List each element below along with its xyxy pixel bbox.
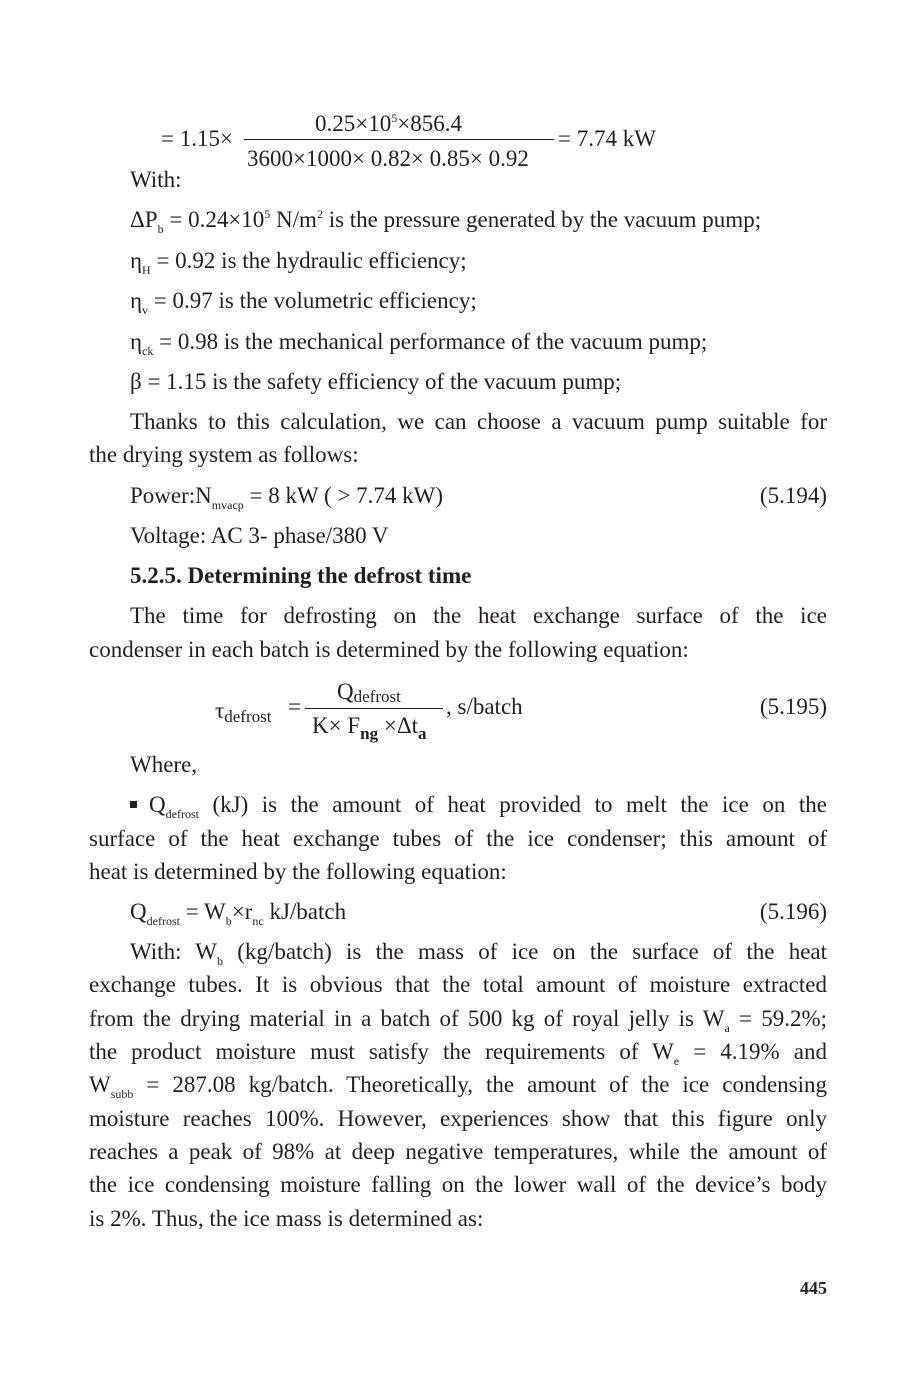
bullet-item: $Q_{defrost}$ (kJ) is the amount of heat provided to melt the ice on the [89, 791, 827, 822]
equation-denominator: 3600×1000× 0.82× 0.85× 0.92 [247, 146, 529, 171]
paragraph-line: the product moisture must satisfy the requirements of $W_e = 4.19\%$ and [89, 1039, 827, 1068]
equation-numerator: $0.25\times 10^5\times 856.4$ [315, 111, 462, 136]
paragraph-line: With: $W_b$ (kg/batch) is the mass of ice on the surface of the heat [130, 939, 827, 968]
paragraph-line: from the drying material in a batch of 500 kg of royal jelly is $W_a = 59.2\%$; [89, 1006, 827, 1035]
equals-sign: = [288, 694, 301, 719]
page-number: 445 [800, 1278, 827, 1298]
definition-hydraulic: $\eta_H = 0.92$ is the hydraulic efficiency; [130, 248, 467, 277]
fraction-bar [244, 139, 554, 140]
fraction-denominator: $K\times F_{ng} \times\Delta t_a$ [312, 713, 427, 743]
paragraph-line: Thanks to this calculation, we can choose a vacuum pump suitable for [130, 409, 827, 434]
paragraph-line: condenser in each batch is determined by the following equation: [89, 637, 689, 662]
equation-number: (5.194) [759, 483, 827, 508]
bullet-icon [130, 801, 137, 808]
q-defrost-equation: $Q_{defrost} = W_b\times r_{nc}$ kJ/batch [130, 899, 347, 928]
paragraph-line: The time for defrosting on the heat exchange surface of the ice [130, 603, 827, 628]
fraction-numerator: Qdefrost [337, 679, 401, 706]
paragraph-line: the ice condensing moisture falling on the lower wall of the device’s body [89, 1172, 827, 1197]
definition-safety: β = 1.15 is the safety efficiency of the vacuum pump; [130, 369, 622, 394]
voltage-spec: Voltage: AC 3- phase/380 V [130, 523, 389, 548]
paragraph-line: heat is determined by the following equation: [89, 859, 507, 884]
definition-mechanical: $\eta_{ck} = 0.98$ is the mechanical performance of the vacuum pump; [130, 329, 708, 358]
paragraph-line: the drying system as follows: [89, 442, 359, 467]
fraction-bar [305, 708, 443, 709]
paragraph-line: moisture reaches 100%. However, experiences show that this figure only [89, 1106, 827, 1131]
equation-unit: , s/batch [446, 694, 523, 719]
tau-symbol: τdefrost [215, 698, 272, 726]
section-heading: 5.2.5. Determining the defrost time [130, 563, 472, 588]
equation-prefix: = 1.15× [161, 126, 233, 151]
equation-number: (5.196) [759, 899, 827, 924]
paragraph-line: $W_{subb} = 287.08$ kg/batch. Theoretically, the amount of the ice condensing [89, 1072, 827, 1101]
paragraph-line: exchange tubes. It is obvious that the total amount of moisture extracted [89, 972, 827, 997]
paragraph-line: reaches a peak of 98% at deep negative temperatures, while the amount of [89, 1139, 827, 1164]
power-spec: $Power:N_{mvacp} = 8$ kW ( > 7.74 kW) [130, 483, 444, 512]
paragraph-line: is 2%. Thus, the ice mass is determined as: [89, 1206, 484, 1231]
equation-number: (5.195) [759, 694, 827, 719]
equation-result: = 7.74 kW [558, 126, 656, 151]
definition-pressure: $\Delta P_b = 0.24\times 10^5$ $N/m^2$ is the pressure generated by the vacuum pump; [130, 207, 762, 236]
with-label: With: [130, 167, 182, 192]
where-label: Where, [130, 752, 198, 777]
definition-volumetric: $\eta_v = 0.97$ is the volumetric efficiency; [130, 288, 477, 317]
paragraph-line: surface of the heat exchange tubes of the ice condenser; this amount of [89, 826, 827, 851]
